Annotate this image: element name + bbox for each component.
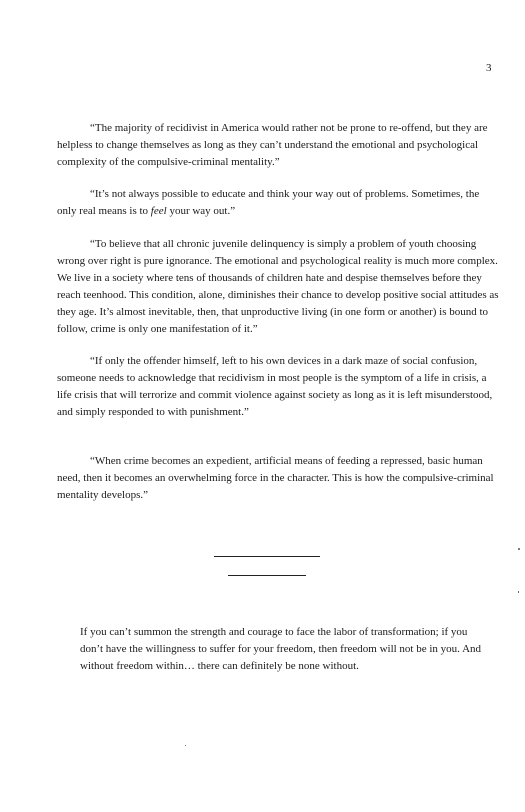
text-line: We live in a society where tens of thousands of children hate and despise themselves before they [57, 272, 482, 284]
scan-speck [518, 548, 520, 550]
text-line: someone needs to acknowledge that recidivism in most people is the symptom of a life in crisis, a [57, 372, 487, 384]
text-line: “If only the offender himself, left to his own devices in a dark maze of social confusion, [90, 355, 478, 367]
text-line: wrong over right is pure ignorance. The emotional and psychological reality is much more complex. [57, 255, 498, 267]
text-line: life crisis that will terrorize and commit violence against society as long as it is left misunderstood, [57, 389, 493, 401]
scan-speck [518, 591, 519, 593]
page-number: 3 [486, 62, 492, 74]
emphasis-word: feel [150, 205, 167, 217]
quote-paragraph-5 [57, 453, 493, 504]
text-line: “To believe that all chronic juvenile delinquency is simply a problem of youth choosing [90, 238, 477, 250]
scan-speck [185, 745, 186, 746]
text-line: follow, crime is only one manifestation of it.” [57, 323, 258, 335]
separator-rule-bottom [228, 575, 306, 576]
text-segment: your way out.” [166, 205, 236, 217]
text-line [57, 203, 493, 220]
text-line: complexity of the compulsive-criminal mentality.” [57, 156, 280, 168]
text-line: they age. It’s almost inevitable, then, that unproductive living (in one form or another) is bound to [57, 306, 489, 318]
text-line: without freedom within… there can definitely be none without. [80, 660, 359, 672]
text-line: “The majority of recidivist in America would rather not be prone to re-offend, but they are [90, 122, 488, 134]
closing-paragraph [80, 624, 484, 675]
text-line: “When crime becomes an expedient, artificial means of feeding a repressed, basic human [90, 455, 483, 467]
text-line: and simply responded to with punishment.” [57, 406, 249, 418]
text-line: helpless to change themselves as long as they can’t understand the emotional and psychological [57, 139, 479, 151]
text-line: reach teenhood. This condition, alone, diminishes their chance to develop positive social attitudes as [57, 289, 499, 301]
text-line: If you can’t summon the strength and courage to face the labor of transformation; if you [80, 626, 468, 638]
separator-rule-top [214, 556, 320, 557]
text-line: don’t have the willingness to suffer for your freedom, then freedom will not be in you. And [80, 643, 482, 655]
text-segment: only real means is to [57, 205, 151, 217]
quote-paragraph-1 [57, 120, 493, 171]
text-line: need, then it becomes an overwhelming force in the character. This is how the compulsive-criminal [57, 472, 494, 484]
quote-paragraph-3 [57, 236, 499, 338]
text-line: “It’s not always possible to educate and think your way out of problems. Sometimes, the [90, 188, 480, 200]
quote-paragraph-4 [57, 353, 493, 421]
quote-paragraph-2 [57, 186, 493, 220]
text-line: mentality develops.” [57, 489, 149, 501]
